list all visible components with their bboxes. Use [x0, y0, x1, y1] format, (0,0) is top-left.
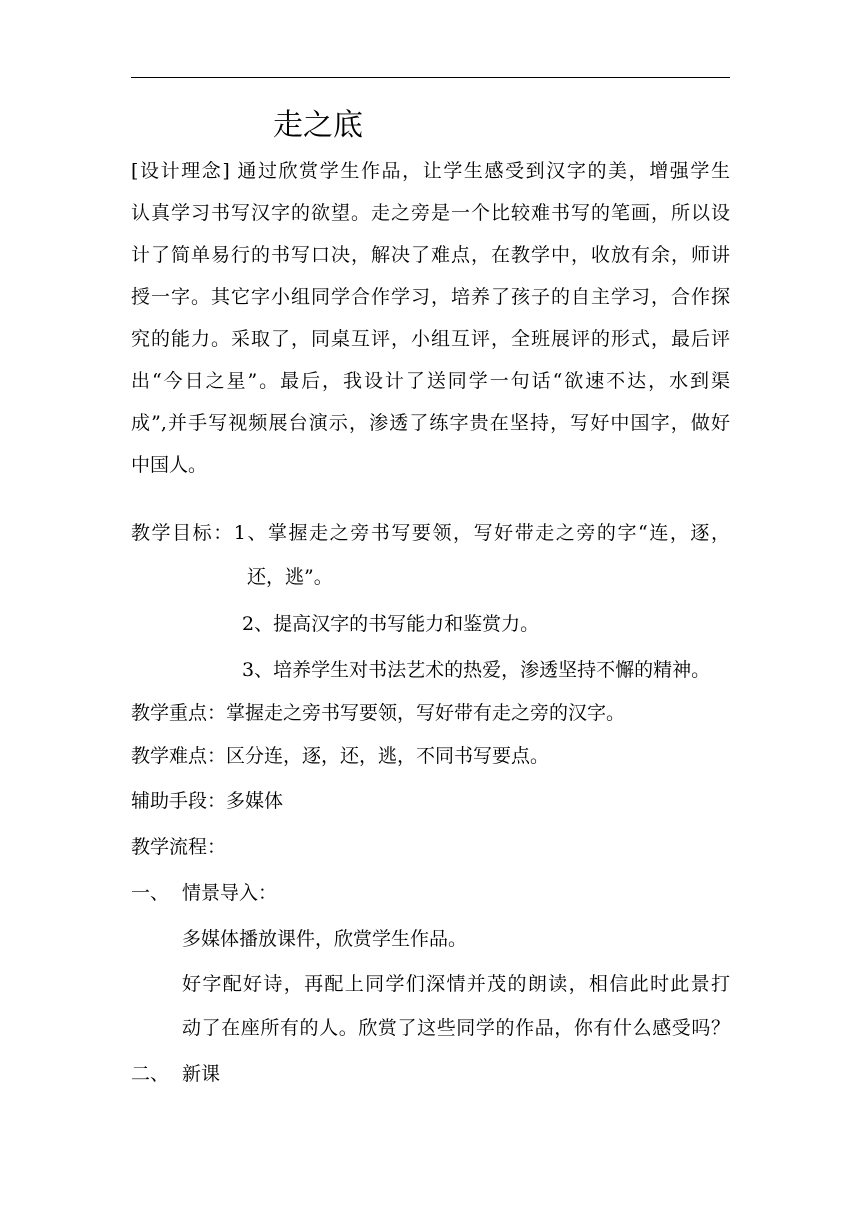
section-1-para-1: 多媒体播放课件，欣赏学生作品。 [182, 928, 468, 950]
concept-line-7: 成”,并手写视频展台演示，渗透了练字贵在坚持，写好中国字，做好 [131, 412, 730, 434]
key-point: 教学重点：掌握走之旁书写要领，写好带有走之旁的汉字。 [131, 702, 626, 724]
concept-line-8: 中国人。 [131, 454, 208, 476]
goal-line-3: 3、培养学生对书法艺术的热爱，渗透坚持不懈的精神。 [242, 659, 711, 681]
section-1-para-2-line-1: 好字配好诗，再配上同学们深情并茂的朗读，相信此时此景打 [182, 973, 730, 995]
concept-line-4: 授一字。其它字小组同学合作学习，培养了孩子的自主学习，合作探 [131, 286, 730, 308]
header-rule [131, 77, 730, 78]
goal-line-1: 教学目标：1、掌握走之旁书写要领，写好带走之旁的字“连，逐， [131, 522, 730, 544]
flow-heading: 教学流程： [131, 836, 227, 858]
section-1-para-2-line-2: 动了在座所有的人。欣赏了这些同学的作品，你有什么感受吗？ [182, 1017, 730, 1039]
concept-line-3: 计了简单易行的书写口决，解决了难点，在教学中，收放有余，师讲 [131, 244, 730, 266]
section-2-number: 二、 [131, 1063, 170, 1085]
concept-line-1: [设计理念] 通过欣赏学生作品，让学生感受到汉字的美，增强学生 [131, 160, 730, 182]
goal-line-1-continued: 还，逃”。 [247, 566, 333, 588]
concept-line-6: 出“今日之星”。最后，我设计了送同学一句话“欲速不达，水到渠 [131, 370, 730, 392]
concept-line-2: 认真学习书写汉字的欲望。走之旁是一个比较难书写的笔画，所以设 [131, 202, 730, 224]
section-1-label: 情景导入： [182, 882, 278, 904]
difficulty: 教学难点：区分连，逐，还，逃，不同书写要点。 [131, 745, 550, 767]
section-2-label: 新课 [182, 1063, 221, 1085]
concept-line-5: 究的能力。采取了，同桌互评，小组互评，全班展评的形式，最后评 [131, 328, 730, 350]
teaching-aids: 辅助手段：多媒体 [131, 790, 284, 812]
goal-line-2: 2、提高汉字的书写能力和鉴赏力。 [242, 613, 540, 635]
document-title: 走之底 [273, 108, 363, 143]
section-1-number: 一、 [131, 882, 170, 904]
